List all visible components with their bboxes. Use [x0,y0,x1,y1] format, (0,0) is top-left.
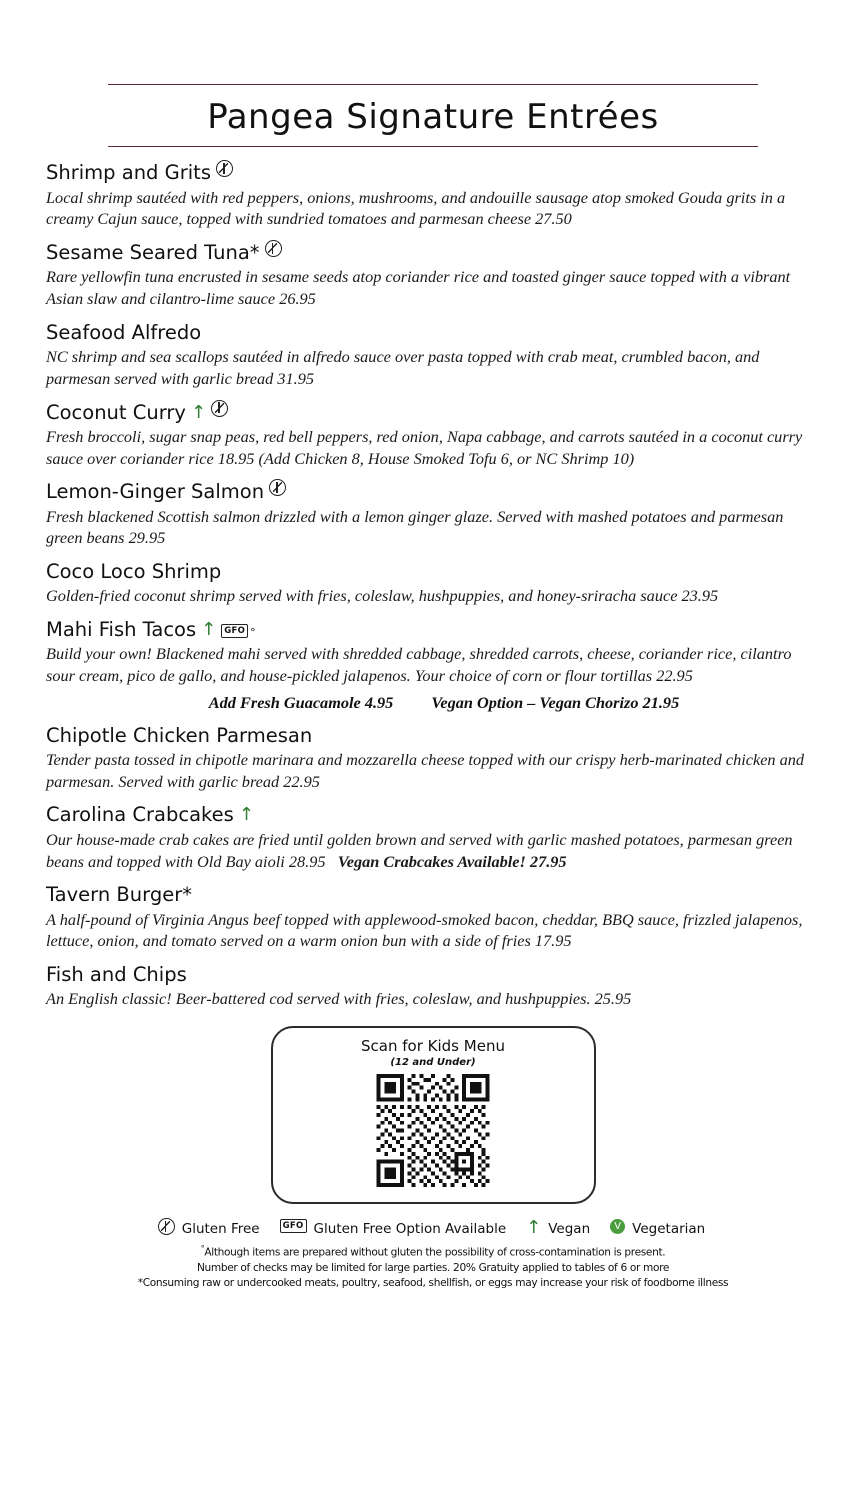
menu-item-description: Golden-fried coconut shrimp served with fries, coleslaw, hushpuppies, and honey-sriracha sauce 23.95 [46,586,719,606]
qr-code-icon[interactable] [373,1074,493,1187]
menu-header [108,84,758,147]
menu-item [46,724,822,793]
menu-item [46,241,822,310]
menu-item-heading [46,618,822,642]
menu-item-name: Carolina Crabcakes [46,803,234,827]
gluten-free-option-icon: GFO [280,1219,307,1233]
legend-gluten-free-option-label: Gluten Free Option Available [313,1220,507,1237]
menu-item [46,480,822,549]
menu-item-description: Fresh broccoli, sugar snap peas, red bell peppers, red onion, Napa cabbage, and carrots sautéed in a coconut curry sauce over coriander rice 18.95 (Add Chicken 8, House Smoked Tofu 6, or NC Shrimp 10) [46,426,803,468]
gluten-free-option-icon: GFO [221,624,248,638]
menu-item-heading [46,883,822,907]
gluten-free-icon [265,240,282,257]
menu-item-description-main: Our house-made crab cakes are fried until golden brown and served with garlic mashed potatoes, parmesan green beans and topped with Old Bay aioli 28.95 [46,829,793,871]
legend-vegetarian-label: Vegetarian [632,1220,706,1237]
vegan-crabcakes-price: 27.95 [529,851,567,871]
menu-item-heading [46,803,822,827]
menu-page [0,84,866,1510]
vegan-icon: ↑ [201,619,217,641]
menu-item-description: Build your own! Blackened mahi served with shredded cabbage, shredded carrots, cheese, coriander rice, cilantro sour cream, pico de gallo, and house-pickled jalapenos. Your choice of corn or flour tortillas 22.95 [46,644,792,686]
menu-item [46,963,822,1010]
menu-item-description: Local shrimp sautéed with red peppers, onions, mushrooms, and andouille sausage atop smoked Gouda grits in a creamy Cajun sauce, topped with sundried tomatoes and parmesan cheese 27.50 [46,187,786,229]
menu-item-name: Coconut Curry [46,400,186,424]
gluten-free-icon [216,160,233,177]
addon-guacamole: Add Fresh Guacamole 4.95 [208,692,394,712]
footnote-cross-contamination-text: Although items are prepared without gluten the possibility of cross-contamination is present. [204,1246,666,1259]
menu-item-description: Tender pasta tossed in chipotle marinara and mozzarella cheese topped with our crispy herb-marinated chicken and parmesan. Served with garlic bread 22.95 [46,750,805,791]
vegan-icon: ↑ [526,1216,542,1238]
menu-item-description [46,829,822,872]
menu-item-description: An English classic! Beer-battered cod served with fries, coleslaw, and hushpuppies. 25.95 [46,989,632,1009]
menu-item [46,161,822,230]
menu-item-name: Mahi Fish Tacos [46,618,197,642]
menu-item [46,803,822,872]
menu-item-description: Rare yellowfin tuna encrusted in sesame seeds atop coriander rice and toasted ginger sauce topped with a vibrant Asian slaw and cilantro-lime sauce 26.95 [46,267,791,309]
qr-title: Scan for Kids Menu [361,1036,505,1055]
menu-item [46,560,822,607]
page-title: Pangea Signature Entrées [207,97,659,137]
menu-item [46,401,822,470]
menu-item [46,618,822,713]
gluten-free-icon [269,479,286,496]
legend-gluten-free-label: Gluten Free [181,1220,260,1237]
menu-item-heading [46,321,822,345]
menu-item-name: Seafood Alfredo [46,320,202,344]
menu-item-name: Coco Loco Shrimp [46,559,222,583]
menu-items-list [46,161,822,1010]
menu-item-heading [46,963,822,987]
vegetarian-icon: V [610,1219,625,1234]
qr-subtitle: (12 and Under) [390,1056,476,1068]
menu-item-addons [46,693,822,713]
footnotes [0,1243,866,1292]
vegan-crabcakes-note: Vegan Crabcakes Available! [337,851,526,871]
addon-vegan-option: Vegan Option – Vegan Chorizo 21.95 [431,692,680,712]
footnote-cross-contamination [0,1243,866,1261]
footnote-gratuity: Number of checks may be limited for large parties. 20% Gratuity applied to tables of 6 or more [196,1261,670,1274]
menu-item [46,321,822,390]
menu-item-heading [46,241,822,265]
menu-item-description: NC shrimp and sea scallops sautéed in alfredo sauce over pasta topped with crab meat, crumbled bacon, and parmesan served with garlic bread 31.95 [46,347,760,388]
legend [0,1216,866,1238]
gluten-free-icon [158,1218,175,1235]
vegan-icon: ↑ [238,804,254,826]
footnote-marker-icon: ° [250,626,256,640]
qr-box [271,1026,596,1204]
legend-vegan-label: Vegan [548,1220,591,1237]
menu-item-description: A half-pound of Virginia Angus beef topped with applewood-smoked bacon, cheddar, BBQ sauce, frizzled jalapenos, lettuce, onion, and tomato served on a warm onion bun with a side of fries 17.95 [46,909,803,951]
menu-item-description: Fresh blackened Scottish salmon drizzled with a lemon ginger glaze. Served with mashed potatoes and parmesan green beans 29.95 [46,506,784,548]
footnote-marker-icon: ° [200,1243,205,1253]
kids-menu-qr-section [0,1026,866,1204]
vegan-icon: ↑ [190,401,207,423]
menu-item-name: Tavern Burger* [46,883,192,907]
menu-item-heading [46,480,822,504]
menu-item-heading [46,161,822,185]
menu-item-name: Shrimp and Grits [46,161,211,185]
menu-item-name: Fish and Chips [46,962,187,986]
menu-item-heading [46,401,822,425]
footnote-raw-foods: *Consuming raw or undercooked meats, poultry, seafood, shellfish, or eggs may increase your risk of foodborne illness [137,1277,729,1290]
menu-item-name: Sesame Seared Tuna* [46,241,260,265]
gluten-free-icon [211,400,228,417]
menu-item [46,883,822,952]
menu-item-name: Chipotle Chicken Parmesan [46,723,313,747]
menu-item-heading [46,560,822,584]
menu-item-heading [46,724,822,748]
menu-item-name: Lemon-Ginger Salmon [46,480,265,504]
